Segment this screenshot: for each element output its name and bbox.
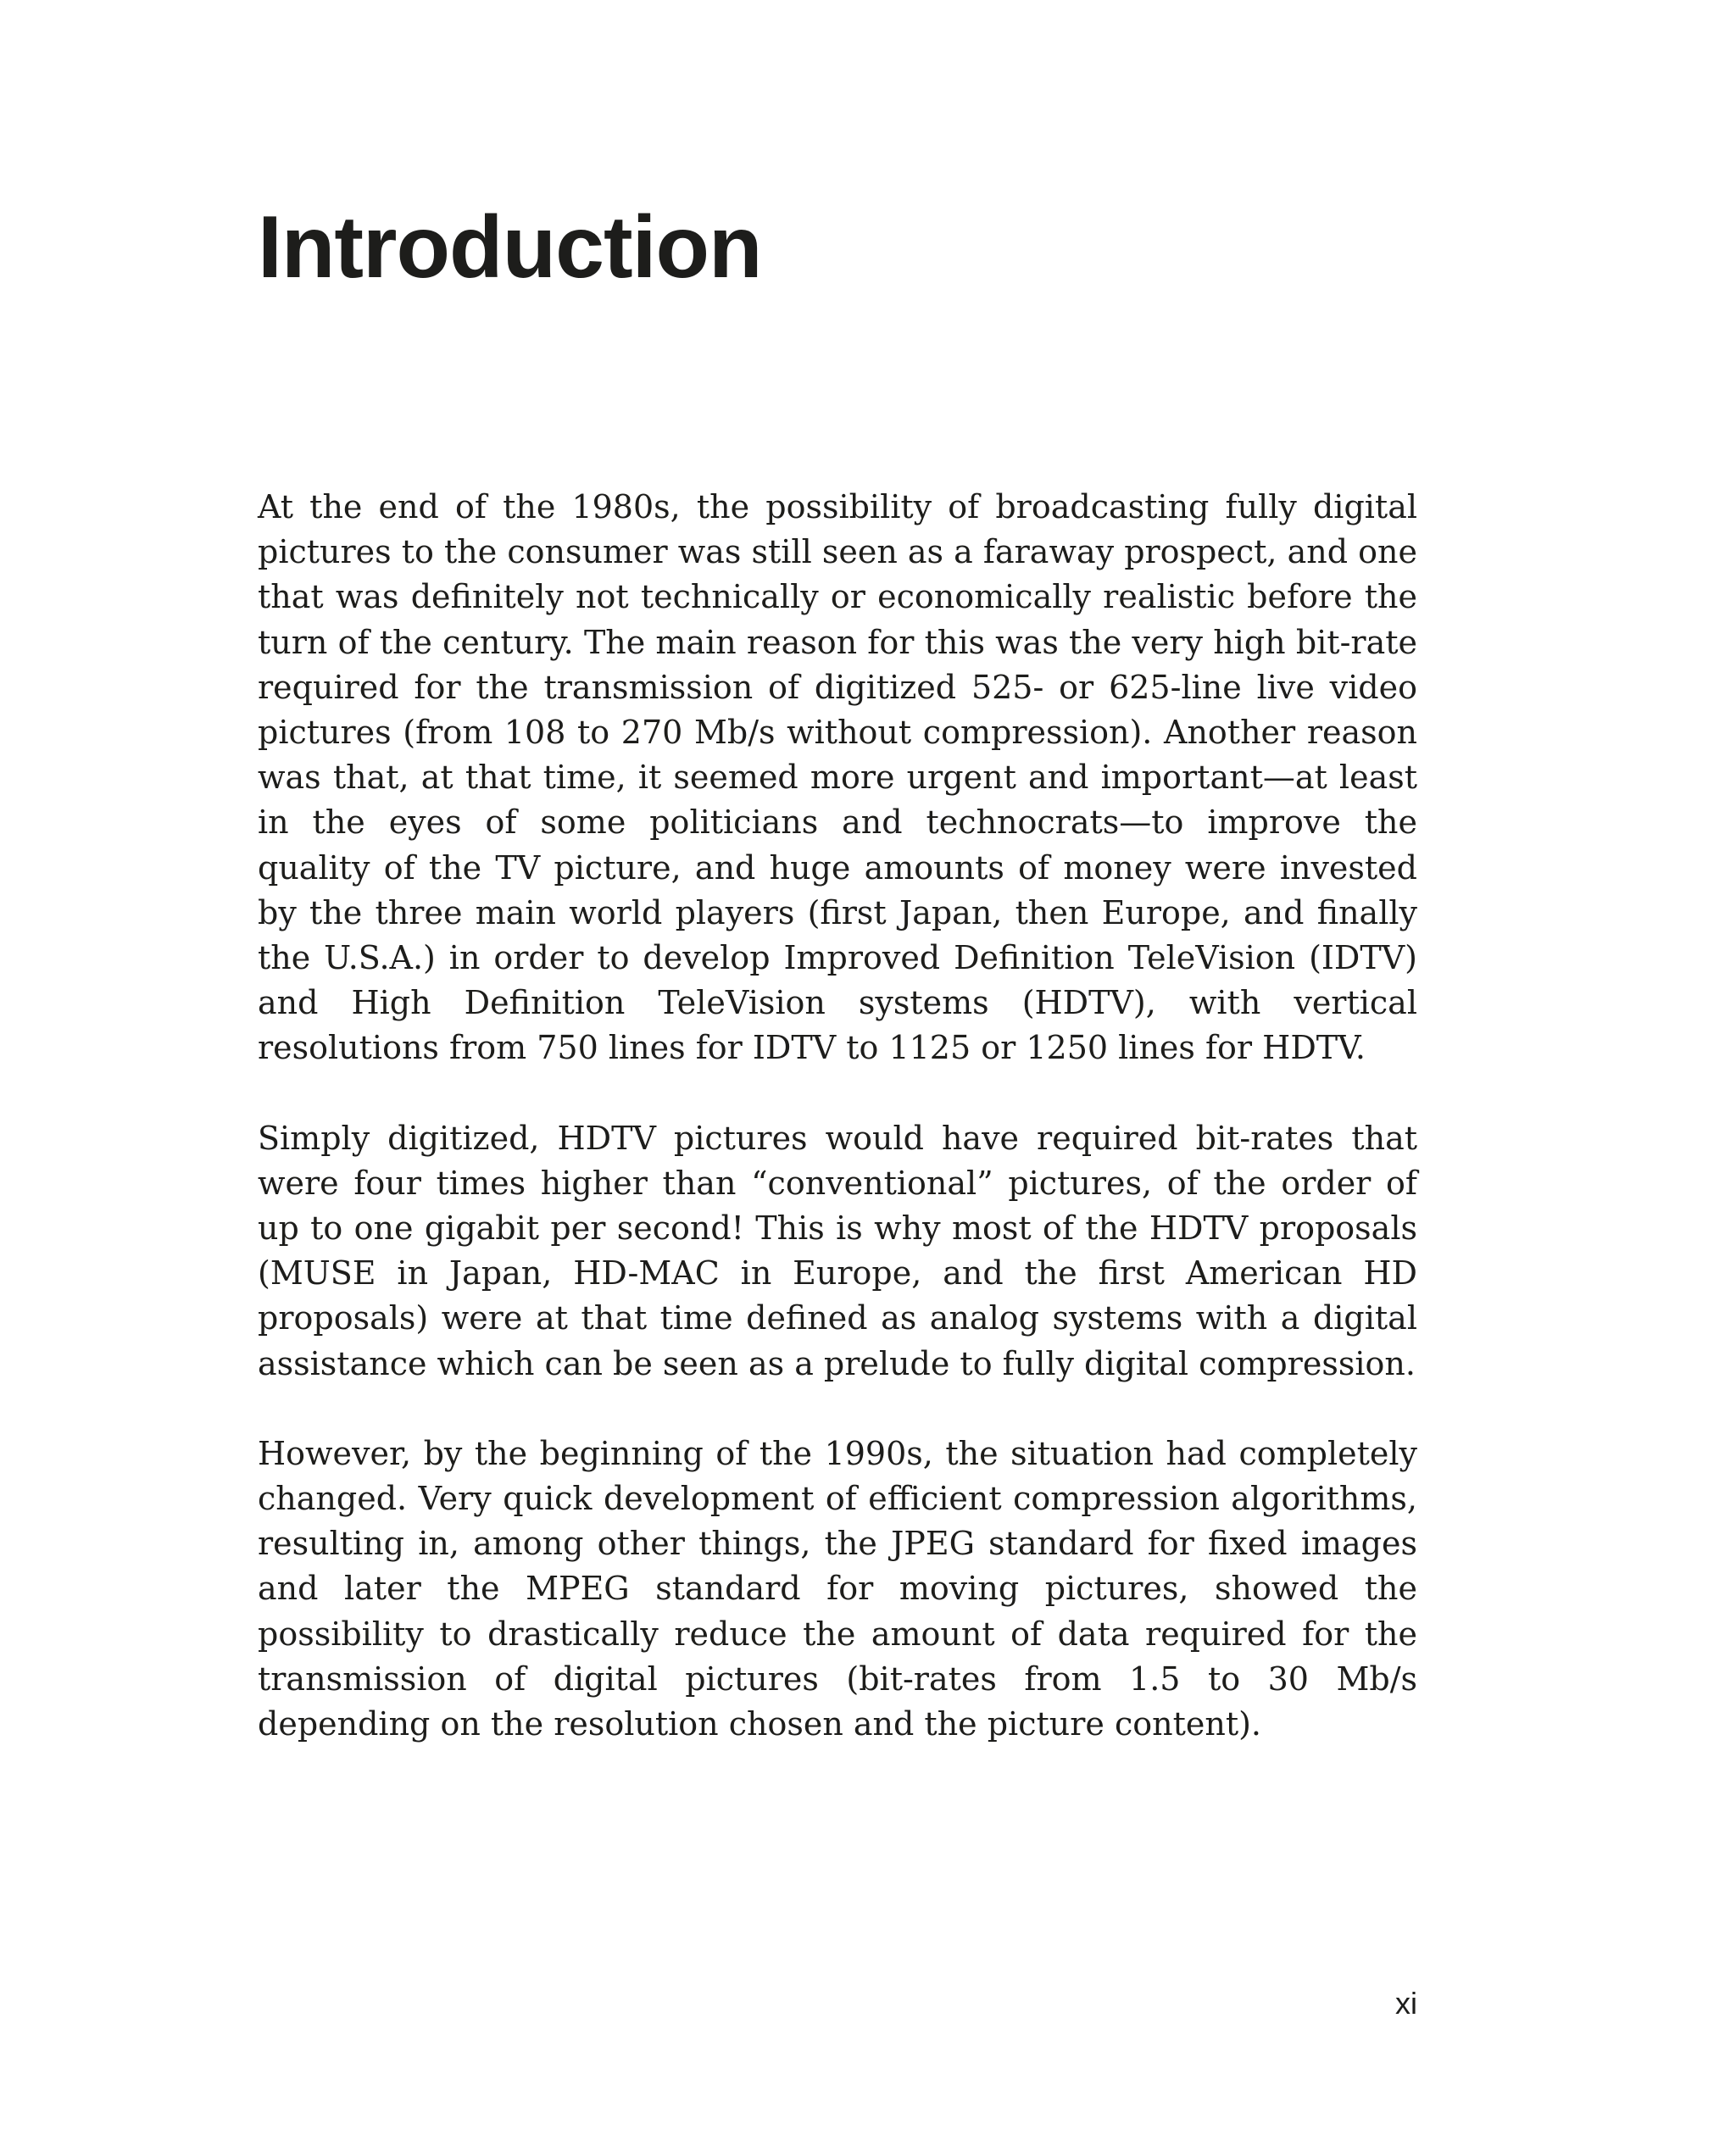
chapter-title: Introduction bbox=[258, 198, 762, 297]
body-text bbox=[258, 485, 1417, 1747]
page-number: xi bbox=[1395, 1986, 1417, 2021]
paragraph-3: However, by the beginning of the 1990s, the situation had completely changed. Very quick development of efficient compression algorithms, resulting in, among other things, the JPEG standard for fixed images and later the MPEG standard for moving pictures, showed the possibility to drastically reduce the amount of data required for the transmission of digital pictures (bit-rates from 1.5 to 30 Mb/s depending on the resolution chosen and the picture content). bbox=[258, 1434, 1417, 1743]
paragraph-1: At the end of the 1980s, the possibility of broadcasting fully digital pictures to the consumer was still seen as a faraway prospect, and one that was definitely not technically or economically realistic before the turn of the century. The main reason for this was the very high bit-rate required for the transmission of digitized 525- or 625-line live video pictures (from 108 to 270 Mb/s without compression). Another reason was that, at that time, it seemed more urgent and important—at least in the eyes of some politicians and technocrats—to improve the quality of the TV picture, and huge amounts of money were invested by the three main world players (first Japan, then Europe, and finally the U.S.A.) in order to develop Improved Definition TeleVision (IDTV) and High Definition TeleVision systems (HDTV), with vertical resolutions from 750 lines for IDTV to 1125 or 1250 lines for HDTV. bbox=[258, 488, 1417, 1067]
paragraph-2: Simply digitized, HDTV pictures would have required bit-rates that were four times higher than “conventional” pictures, of the order of up to one gigabit per second! This is why most of the HDTV proposals (MUSE in Japan, HD-MAC in Europe, and the first American HD proposals) were at that time defined as analog systems with a digital assistance which can be seen as a prelude to fully digital compression. bbox=[258, 1119, 1417, 1382]
